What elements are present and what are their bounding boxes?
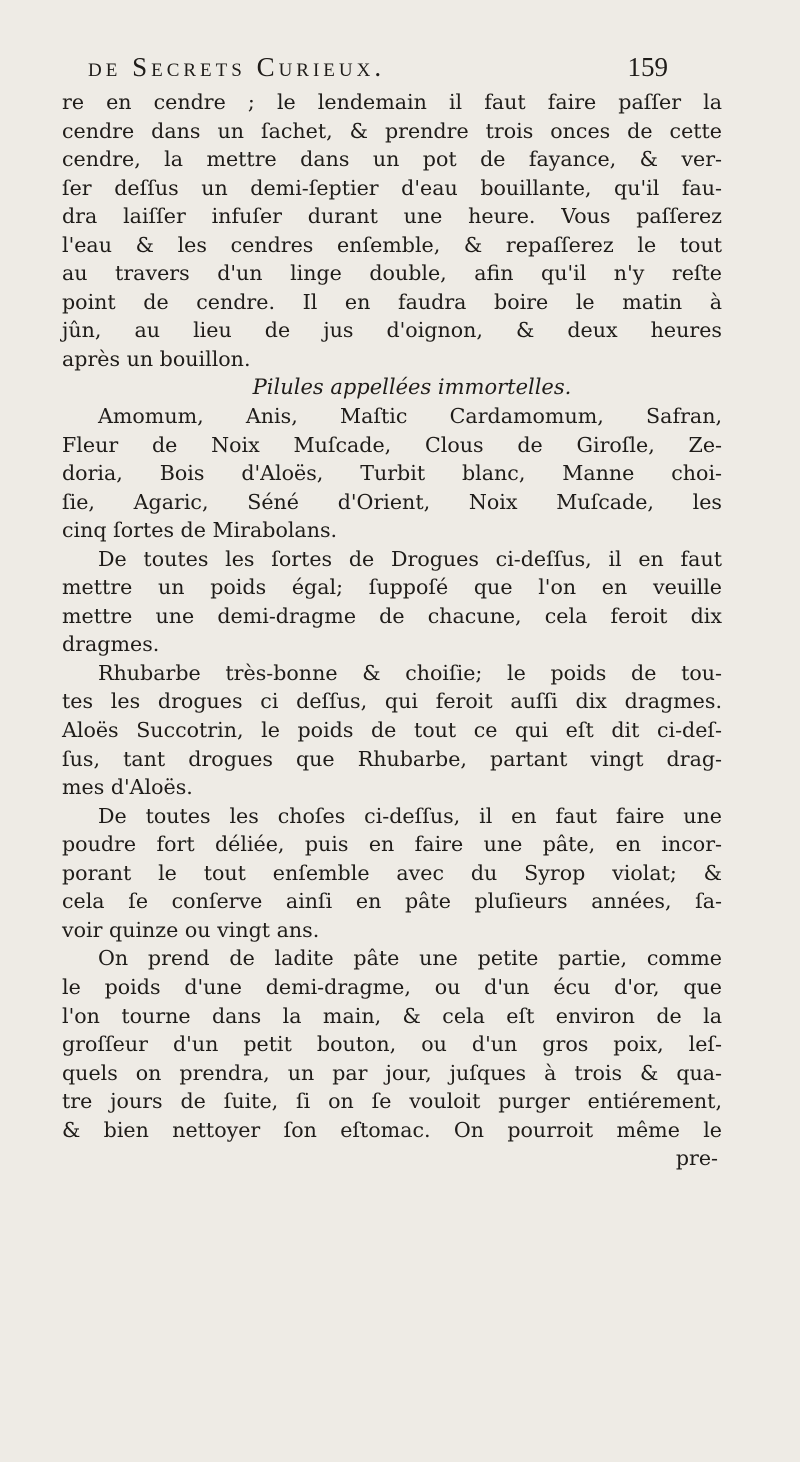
- text-line: jûn, au lieu de jus d'oignon, & deux heures: [62, 318, 722, 343]
- text-line: cendre dans un ſachet, & prendre trois onces de cette: [62, 118, 722, 143]
- text-line: dragmes.: [62, 632, 160, 657]
- text-line: Rhubarbe très-bonne & choiſie; le poids de tou-: [98, 660, 722, 685]
- text-line: dra laiſſer infuſer durant une heure. Vous paſſerez: [62, 204, 722, 229]
- text-line: On prend de ladite pâte une petite partie, comme: [98, 946, 722, 971]
- text-line: point de cendre. Il en faudra boire le matin à: [62, 289, 722, 314]
- section-heading: Pilules appellées immortelles.: [252, 375, 572, 400]
- text-line: cela ſe conſerve ainſi en pâte pluſieurs années, ſa-: [62, 889, 722, 914]
- text-line: Aloës Succotrin, le poids de tout ce qui eſt dit ci-deſ-: [62, 718, 722, 743]
- catchword: pre-: [675, 1146, 718, 1171]
- text-line: ſer deſſus un demi-ſeptier d'eau bouillante, qu'il fau-: [62, 175, 722, 200]
- text-line: ſie, Agaric, Séné d'Orient, Noix Muſcade, les: [62, 489, 722, 514]
- text-line: cendre, la mettre dans un pot de fayance, & ver-: [62, 147, 722, 172]
- text-line: Fleur de Noix Muſcade, Clous de Giroſle, Ze-: [62, 432, 722, 457]
- body-text: [62, 88, 722, 1173]
- text-line: tes les drogues ci deſſus, qui feroit auſſi dix dragmes.: [62, 689, 722, 714]
- text-line: mettre une demi-dragme de chacune, cela feroit dix: [62, 603, 722, 628]
- text-line: après un bouillon.: [62, 346, 251, 371]
- text-line: tre jours de ſuite, ſi on ſe vouloit purger entiérement,: [62, 1089, 722, 1114]
- page-number: 159: [627, 52, 668, 82]
- text-line: mes d'Aloës.: [62, 775, 193, 800]
- text-line: le poids d'une demi-dragme, ou d'un écu d'or, que: [62, 974, 722, 999]
- text-line: Amomum, Anis, Maſtic Cardamomum, Safran,: [98, 404, 722, 429]
- text-line: re en cendre ; le lendemain il faut faire paſſer la: [62, 90, 722, 114]
- text-line: & bien nettoyer ſon eſtomac. On pourroit même le: [62, 1117, 722, 1142]
- text-line: porant le tout enſemble avec du Syrop violat; &: [62, 860, 722, 885]
- text-line: poudre fort déliée, puis en faire une pâte, en incor-: [62, 832, 722, 857]
- running-head: de Secrets Curieux.: [88, 52, 386, 82]
- text-line: cinq ſortes de Mirabolans.: [62, 518, 338, 543]
- text-line: doria, Bois d'Aloës, Turbit blanc, Manne choi-: [62, 461, 722, 486]
- text-line: De toutes les ſortes de Drogues ci-deſſus, il en faut: [98, 546, 722, 571]
- page-header: [88, 52, 668, 92]
- text-line: l'eau & les cendres enſemble, & repaſſerez le tout: [62, 232, 722, 257]
- text-line: De toutes les choſes ci-deſſus, il en faut faire une: [98, 803, 722, 828]
- text-line: au travers d'un linge double, afin qu'il n'y reſte: [62, 261, 722, 286]
- text-line: ſus, tant drogues que Rhubarbe, partant vingt drag-: [62, 746, 722, 771]
- text-line: groſſeur d'un petit bouton, ou d'un gros poix, leſ-: [62, 1032, 722, 1057]
- text-line: voir quinze ou vingt ans.: [62, 917, 320, 942]
- text-line: mettre un poids égal; ſuppoſé que l'on en veuille: [62, 575, 722, 600]
- text-line: l'on tourne dans la main, & cela eſt environ de la: [62, 1003, 722, 1028]
- text-line: quels on prendra, un par jour, juſques à trois & qua-: [62, 1060, 722, 1085]
